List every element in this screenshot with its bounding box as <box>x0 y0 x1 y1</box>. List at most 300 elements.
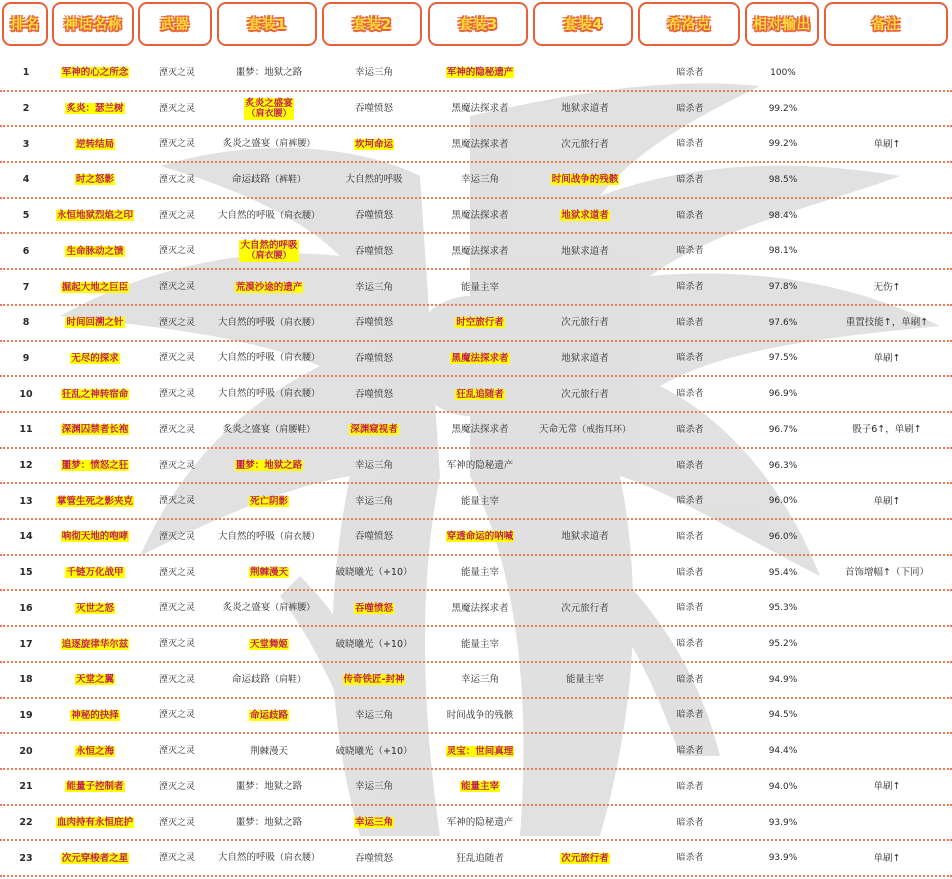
cell-output <box>745 449 821 483</box>
cell-name <box>52 92 138 126</box>
cell-s1 <box>217 377 321 411</box>
cell-value: 8 <box>22 317 30 329</box>
cell-name <box>52 377 138 411</box>
cell-value: 96.7% <box>768 424 798 435</box>
cell-rank <box>0 484 52 518</box>
cell-note <box>824 199 950 233</box>
cell-value: 神秘的抉择 <box>71 709 119 721</box>
cell-s4 <box>533 92 637 126</box>
cell-s3-text <box>451 139 508 150</box>
cell-weapon <box>138 449 216 483</box>
cell-value: 96.3% <box>768 460 798 471</box>
cell-weapon-text <box>159 567 195 579</box>
cell-value: 吞噬愤怒 <box>354 317 393 329</box>
cell-s2-text <box>355 282 393 293</box>
cell-value: 灵宝：世间真理 <box>446 745 514 757</box>
cell-value: 4 <box>22 174 30 186</box>
cell-weapon <box>138 163 216 197</box>
cell-note-text <box>874 853 901 864</box>
table-row <box>0 699 952 735</box>
cell-value: 湮灭之灵 <box>158 317 195 328</box>
cell-subvalue: （肩衣腰） <box>246 251 292 262</box>
cell-value: 95.3% <box>768 603 798 614</box>
cell-hilok-text <box>676 352 703 364</box>
cell-s3-text <box>446 746 515 757</box>
cell-s2 <box>322 56 426 90</box>
cell-output <box>745 699 821 733</box>
cell-s1-text <box>232 674 306 686</box>
cell-output-text <box>769 495 798 507</box>
cell-s4-text <box>561 603 609 614</box>
cell-value: 次元旅行者 <box>561 317 609 329</box>
cell-note-text <box>874 282 901 293</box>
cell-s4-text <box>561 317 609 328</box>
cell-s1-text <box>223 138 316 150</box>
cell-hilok <box>638 270 742 304</box>
cell-value: 次元旅行者 <box>561 388 609 400</box>
cell-s4 <box>533 377 637 411</box>
cell-value: 吞噬愤怒 <box>354 602 393 614</box>
cell-value: 暗杀者 <box>676 460 704 471</box>
cell-output-text <box>769 709 798 721</box>
cell-subvalue: （戒指耳环） <box>577 424 632 435</box>
cell-output <box>745 663 821 697</box>
table-row <box>0 92 952 128</box>
cell-s2 <box>322 377 426 411</box>
cell-rank-text <box>19 817 32 828</box>
cell-s2 <box>322 556 426 590</box>
cell-name <box>52 806 138 840</box>
cell-value: 暗杀者 <box>676 496 704 507</box>
cell-name-text <box>70 353 120 364</box>
cell-weapon <box>138 556 216 590</box>
cell-name <box>52 270 138 304</box>
cell-s3 <box>428 449 532 483</box>
cell-rank-text <box>23 282 30 293</box>
cell-note <box>824 663 950 697</box>
cell-name-text <box>65 567 124 578</box>
cell-output <box>745 306 821 340</box>
cell-value: 逆转结局 <box>75 138 114 150</box>
table-row <box>0 770 952 806</box>
header-set2: 套装2 <box>322 2 422 46</box>
cell-s1-text <box>236 817 303 828</box>
cell-value: 暗杀者 <box>676 853 704 864</box>
cell-s1 <box>217 484 321 518</box>
cell-weapon-text <box>159 602 195 614</box>
cell-output <box>745 92 821 126</box>
cell-s3 <box>428 556 532 590</box>
cell-output-text <box>769 352 798 364</box>
cell-name-text <box>61 853 130 864</box>
cell-value: 能量主宰 <box>460 495 499 507</box>
cell-s1 <box>217 841 321 875</box>
cell-value: 99.2% <box>768 103 798 114</box>
cell-value: 时之怒影 <box>75 174 114 186</box>
cell-note-text <box>845 567 929 578</box>
header-rank: 排名 <box>2 2 48 46</box>
cell-value: 黑魔法探求者 <box>451 424 509 436</box>
cell-subvalue: （肩衣腰） <box>275 210 321 221</box>
cell-name-text <box>61 282 130 293</box>
cell-rank-text <box>19 567 32 578</box>
cell-value: 单刷↑ <box>873 352 901 364</box>
cell-subvalue: （肩衣腰） <box>275 317 321 328</box>
cell-s2-text <box>355 210 393 221</box>
cell-value: 湮灭之灵 <box>158 246 195 257</box>
cell-s4 <box>533 734 637 768</box>
cell-weapon <box>138 699 216 733</box>
cell-s2 <box>322 770 426 804</box>
cell-rank-text <box>23 246 30 257</box>
cell-s2-text <box>355 460 393 471</box>
table-row <box>0 841 952 877</box>
cell-hilok-text <box>676 602 703 614</box>
cell-rank-text <box>23 317 30 328</box>
cell-s1-text <box>218 531 320 543</box>
cell-rank-text <box>19 674 32 685</box>
cell-note <box>824 806 950 840</box>
cell-value: 12 <box>19 460 33 472</box>
cell-rank <box>0 734 52 768</box>
cell-value: 95.4% <box>768 567 798 578</box>
cell-value: 死亡阴影 <box>249 495 288 507</box>
cell-s2 <box>322 699 426 733</box>
cell-s2-text <box>335 746 412 757</box>
cell-s3 <box>428 163 532 197</box>
cell-value: 湮灭之灵 <box>158 389 195 400</box>
cell-note-text <box>852 424 921 435</box>
cell-output <box>745 806 821 840</box>
cell-rank <box>0 56 52 90</box>
cell-rank <box>0 841 52 875</box>
cell-s4 <box>533 627 637 661</box>
table-row <box>0 199 952 235</box>
cell-output-text <box>769 602 798 614</box>
cell-note <box>824 699 950 733</box>
cell-name-text <box>56 496 134 507</box>
cell-name <box>52 770 138 804</box>
cell-note <box>824 627 950 661</box>
cell-value: 暗杀者 <box>676 781 704 792</box>
cell-hilok <box>638 806 742 840</box>
cell-rank <box>0 163 52 197</box>
cell-s4 <box>533 449 637 483</box>
cell-weapon-text <box>159 388 195 400</box>
cell-s1-text <box>218 852 320 864</box>
cell-s1 <box>217 734 321 768</box>
cell-rank <box>0 449 52 483</box>
cell-value: 大自然的呼吸 <box>217 852 275 864</box>
cell-note <box>824 841 950 875</box>
cell-value: 93.9% <box>768 817 798 828</box>
table-row <box>0 627 952 663</box>
cell-s4 <box>533 127 637 161</box>
cell-s1-text <box>232 174 306 186</box>
cell-s3 <box>428 734 532 768</box>
cell-s4-text <box>560 210 610 221</box>
cell-value: 湮灭之灵 <box>158 603 195 614</box>
cell-note-text <box>874 353 901 364</box>
cell-value: 暗杀者 <box>676 103 704 114</box>
cell-hilok-text <box>676 317 703 329</box>
cell-value: 暗杀者 <box>676 174 704 185</box>
cell-s3-text <box>451 603 508 614</box>
cell-s1 <box>217 127 321 161</box>
cell-s3 <box>428 663 532 697</box>
cell-s1 <box>217 235 321 269</box>
cell-value: 吞噬愤怒 <box>354 852 393 864</box>
cell-s4 <box>533 699 637 733</box>
cell-weapon <box>138 306 216 340</box>
cell-hilok-text <box>676 210 703 222</box>
table-row <box>0 56 952 92</box>
cell-value: 15 <box>19 567 33 579</box>
cell-rank <box>0 270 52 304</box>
cell-name-text <box>65 246 124 257</box>
cell-s4 <box>533 413 637 447</box>
cell-weapon <box>138 56 216 90</box>
cell-hilok <box>638 734 742 768</box>
cell-value: 命运歧路 <box>249 709 288 721</box>
cell-value: 11 <box>19 424 33 436</box>
cell-hilok <box>638 377 742 411</box>
cell-value: 98.5% <box>768 174 798 185</box>
cell-weapon <box>138 592 216 626</box>
header-set4: 套装4 <box>533 2 633 46</box>
cell-hilok <box>638 235 742 269</box>
cell-name-text <box>65 317 124 328</box>
cell-s3 <box>428 235 532 269</box>
cell-weapon-text <box>159 817 195 829</box>
cell-s4 <box>533 663 637 697</box>
cell-value: 吞噬愤怒 <box>354 388 393 400</box>
cell-hilok-text <box>676 567 703 579</box>
cell-value: 大自然的呼吸 <box>240 240 298 252</box>
cell-value: 骰子6↑，单刷↑ <box>852 424 922 436</box>
cell-value: 94.5% <box>768 710 798 721</box>
cell-value: 时间战争的残骸 <box>551 174 619 186</box>
table-row <box>0 806 952 842</box>
cell-rank-text <box>19 496 32 507</box>
cell-s3-text <box>461 496 499 507</box>
cell-value: 时空旅行者 <box>456 317 504 329</box>
cell-rank <box>0 627 52 661</box>
cell-name <box>52 235 138 269</box>
cell-s1-text <box>250 746 288 757</box>
cell-name-text <box>75 139 115 150</box>
cell-output <box>745 377 821 411</box>
cell-output <box>745 770 821 804</box>
cell-s3 <box>428 484 532 518</box>
header-set1: 套装1 <box>217 2 317 46</box>
cell-s2 <box>322 663 426 697</box>
cell-s1 <box>217 199 321 233</box>
cell-s3-text <box>461 567 499 578</box>
cell-rank <box>0 556 52 590</box>
cell-s3 <box>428 342 532 376</box>
cell-note <box>824 592 950 626</box>
cell-value: 暗杀者 <box>676 353 704 364</box>
cell-value: 次元旅行者 <box>561 602 609 614</box>
cell-s4 <box>533 306 637 340</box>
cell-value: 传奇铁匠-封神 <box>343 674 405 686</box>
cell-value: 湮灭之灵 <box>158 567 195 578</box>
table-row <box>0 449 952 485</box>
cell-name-text <box>61 531 130 542</box>
cell-weapon-text <box>159 745 195 757</box>
table-row <box>0 342 952 378</box>
cell-value: 炙炎之盛宴 <box>222 423 271 435</box>
cell-hilok <box>638 484 742 518</box>
cell-value: 5 <box>22 210 30 222</box>
cell-note <box>824 270 950 304</box>
cell-output <box>745 342 821 376</box>
cell-note <box>824 163 950 197</box>
cell-name <box>52 306 138 340</box>
cell-s3-text <box>461 639 499 650</box>
cell-weapon-text <box>159 245 195 257</box>
cell-s2-text <box>355 353 393 364</box>
cell-name-text <box>70 710 120 721</box>
cell-hilok-text <box>676 174 703 186</box>
cell-name-text <box>75 174 115 185</box>
cell-output-text <box>769 388 798 400</box>
cell-value: 炙炎之盛宴 <box>222 138 271 150</box>
cell-value: 93.9% <box>768 853 798 864</box>
cell-s1-text <box>235 460 304 471</box>
cell-value: 无尽的探求 <box>71 352 119 364</box>
cell-output <box>745 235 821 269</box>
cell-s3-text <box>455 389 505 400</box>
cell-s1-text <box>249 639 289 650</box>
cell-value: 噩梦：愤怒之狂 <box>61 460 129 472</box>
cell-rank <box>0 770 52 804</box>
cell-output-text <box>769 245 798 257</box>
cell-s2-text <box>355 496 393 507</box>
cell-value: 天堂舞姬 <box>249 638 288 650</box>
header-output: 相对输出 <box>745 2 819 46</box>
cell-value: 湮灭之灵 <box>158 103 195 114</box>
cell-weapon <box>138 806 216 840</box>
cell-s2 <box>322 841 426 875</box>
cell-value: 能量主宰 <box>460 638 499 650</box>
cell-value: 能量主宰 <box>460 281 499 293</box>
cell-s3 <box>428 592 532 626</box>
header-weapon: 武器 <box>138 2 212 46</box>
table-header <box>0 0 952 52</box>
cell-rank-text <box>19 710 32 721</box>
cell-value: 吞噬愤怒 <box>354 531 393 543</box>
cell-s2-text <box>355 246 393 257</box>
cell-s3-text <box>447 710 514 721</box>
cell-note <box>824 556 950 590</box>
cell-s1 <box>217 56 321 90</box>
cell-hilok-text <box>676 388 703 400</box>
cell-value: 湮灭之灵 <box>158 710 195 721</box>
cell-rank <box>0 663 52 697</box>
cell-value: 黑魔法探求者 <box>451 210 509 222</box>
cell-weapon-text <box>159 852 195 864</box>
cell-value: 18 <box>19 674 33 686</box>
cell-s1 <box>217 627 321 661</box>
cell-weapon <box>138 127 216 161</box>
table-row <box>0 663 952 699</box>
cell-value: 黑魔法探求者 <box>451 602 509 614</box>
cell-s3 <box>428 127 532 161</box>
cell-name-text <box>61 389 130 400</box>
cell-value: 16 <box>19 602 33 614</box>
cell-rank-text <box>19 853 32 864</box>
cell-value: 吞噬愤怒 <box>354 245 393 257</box>
cell-value: 破晓曦光（+10） <box>335 745 413 757</box>
cell-weapon <box>138 342 216 376</box>
cell-value: 黑魔法探求者 <box>451 352 509 364</box>
cell-value: 1 <box>22 67 30 79</box>
cell-name-text <box>56 210 134 221</box>
cell-value: 幸运三角 <box>354 817 393 829</box>
cell-value: 22 <box>19 817 33 829</box>
cell-value: 94.0% <box>768 781 798 792</box>
cell-weapon <box>138 734 216 768</box>
cell-rank <box>0 199 52 233</box>
cell-s4 <box>533 199 637 233</box>
cell-value: 100% <box>770 67 796 78</box>
cell-output-text <box>769 460 798 472</box>
cell-value: 血肉持有永恒庇护 <box>56 817 133 829</box>
cell-value: 湮灭之灵 <box>158 853 195 864</box>
cell-value: 9 <box>22 352 30 364</box>
cell-value: 大自然的呼吸 <box>217 352 275 364</box>
cell-value: 96.9% <box>768 389 798 400</box>
cell-value: 湮灭之灵 <box>158 210 195 221</box>
header-set3: 套装3 <box>428 2 528 46</box>
cell-s2-text <box>343 674 406 685</box>
cell-value: 永恒地狱烈焰之印 <box>56 210 133 222</box>
cell-rank-text <box>19 639 32 650</box>
cell-s1-text <box>236 781 303 792</box>
cell-value: 噩梦：地狱之路 <box>235 781 303 793</box>
cell-s3-text <box>456 853 504 864</box>
cell-s3 <box>428 841 532 875</box>
cell-weapon <box>138 770 216 804</box>
cell-output <box>745 56 821 90</box>
cell-value: 吞噬愤怒 <box>354 352 393 364</box>
cell-value: 破晓曦光（+10） <box>335 567 413 579</box>
cell-value: 6 <box>22 245 30 257</box>
cell-s3 <box>428 199 532 233</box>
cell-s3 <box>428 413 532 447</box>
cell-value: 暗杀者 <box>676 389 704 400</box>
cell-s4-text <box>561 353 609 364</box>
cell-note <box>824 56 950 90</box>
cell-rank-text <box>23 139 30 150</box>
cell-note <box>824 449 950 483</box>
cell-s1 <box>217 592 321 626</box>
cell-output-text <box>769 281 798 293</box>
cell-output-text <box>769 567 798 579</box>
cell-hilok-text <box>676 495 703 507</box>
cell-subvalue: （肩腰鞋） <box>270 424 316 435</box>
cell-value: 96.0% <box>768 531 798 542</box>
cell-value: 暗杀者 <box>676 210 704 221</box>
cell-s1 <box>217 92 321 126</box>
cell-name-text <box>56 817 134 828</box>
cell-s1 <box>217 449 321 483</box>
cell-value: 永恒之海 <box>75 745 114 757</box>
cell-value: 暗杀者 <box>676 317 704 328</box>
cell-s2 <box>322 413 426 447</box>
